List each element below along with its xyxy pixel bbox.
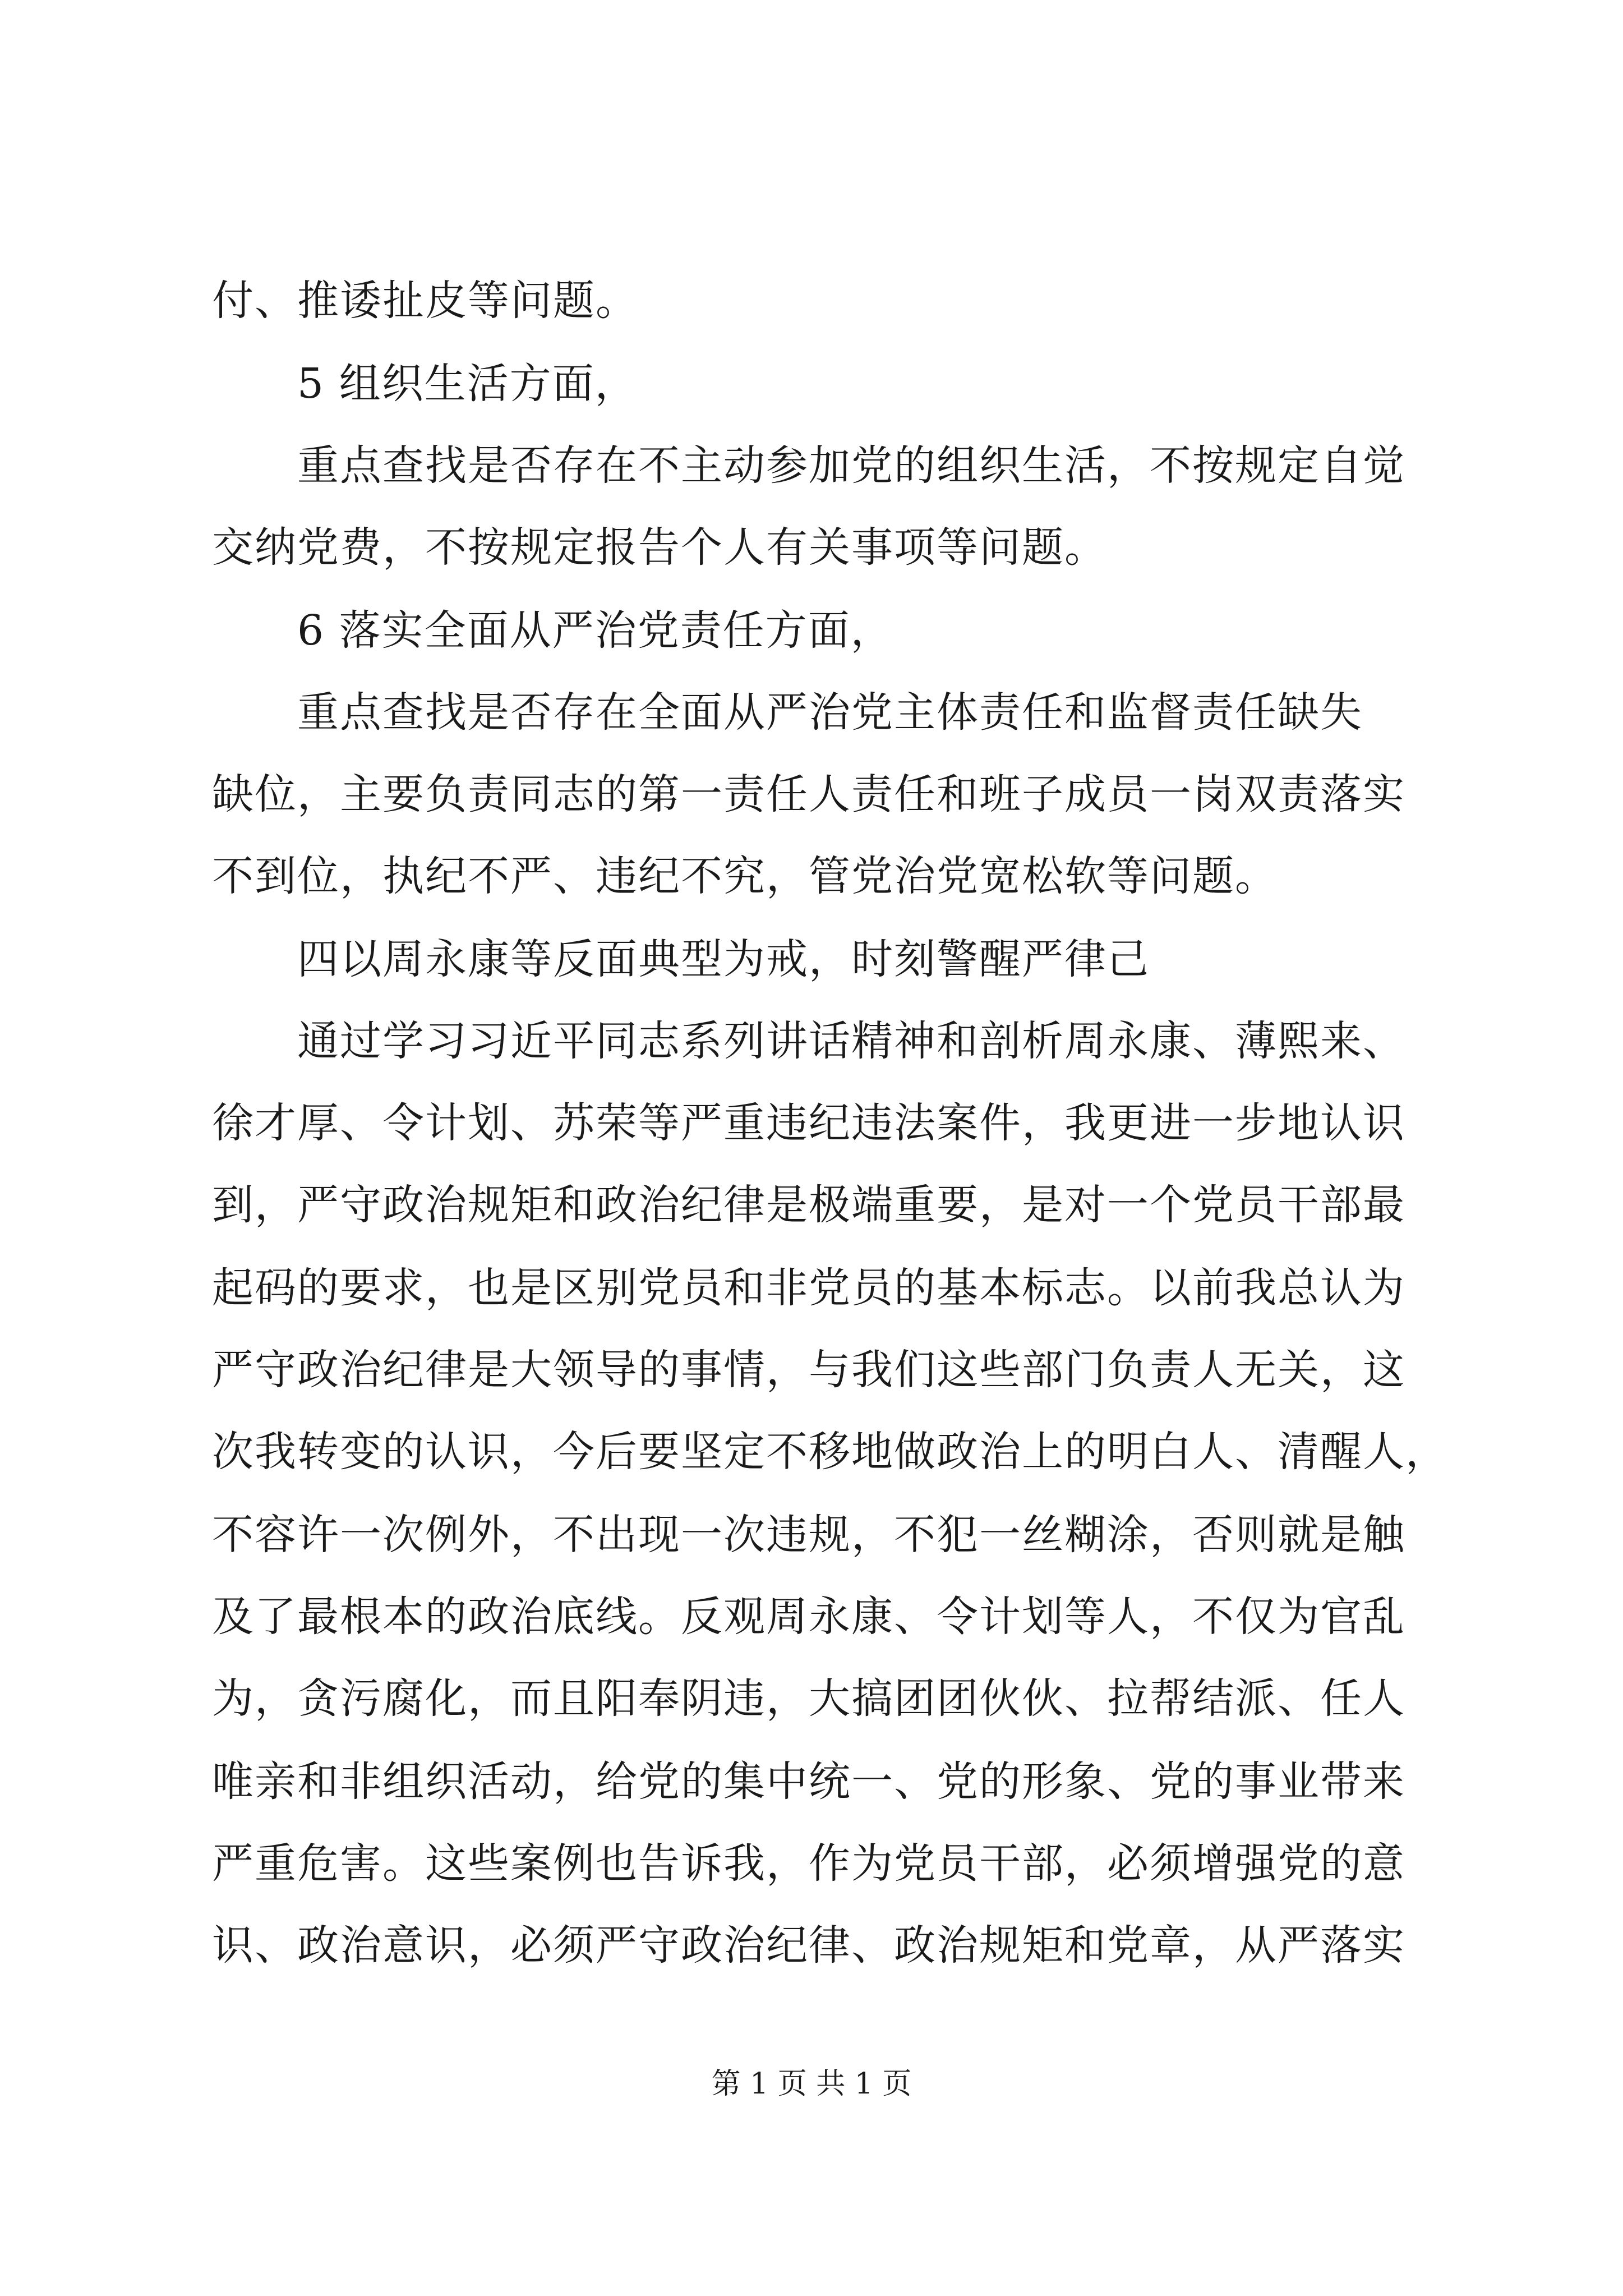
- section-heading: 5 组织生活方面，: [297, 360, 638, 408]
- text-line: 重点查找是否存在全面从严治党主体责任和监督责任缺失: [297, 688, 1363, 737]
- text-line: 次我转变的认识，今后要坚定不移地做政治上的明白人、清醒人，: [212, 1428, 1448, 1476]
- text-line: 及了最根本的政治底线。反观周永康、令计划等人，不仅为官乱: [212, 1593, 1405, 1641]
- text-line: 重点查找是否存在不主动参加党的组织生活，不按规定自觉: [297, 441, 1405, 490]
- text-line: 为，贪污腐化，而且阳奉阴违，大搞团团伙伙、拉帮结派、任人: [212, 1674, 1405, 1723]
- text-line: 到，严守政治规矩和政治纪律是极端重要，是对一个党员干部最: [212, 1181, 1405, 1229]
- text-line: 严重危害。这些案例也告诉我，作为党员干部，必须增强党的意: [212, 1839, 1405, 1888]
- text-line: 不到位，执纪不严、违纪不究，管党治党宽松软等问题。: [212, 852, 1278, 900]
- page-footer: 第 1 页 共 1 页: [711, 2067, 912, 2101]
- text-line: 识、政治意识，必须严守政治纪律、政治规矩和党章，从严落实: [212, 1921, 1405, 1970]
- text-line: 缺位，主要负责同志的第一责任人责任和班子成员一岗双责落实: [212, 770, 1405, 818]
- text-line: 通过学习习近平同志系列讲话精神和剖析周永康、薄熙来、: [297, 1017, 1405, 1065]
- section-heading: 四以周永康等反面典型为戒，时刻警醒严律己: [297, 935, 1150, 983]
- text-line: 付、推诿扯皮等问题。: [212, 277, 638, 325]
- section-heading: 6 落实全面从严治党责任方面，: [297, 606, 893, 655]
- text-line: 唯亲和非组织活动，给党的集中统一、党的形象、党的事业带来: [212, 1757, 1405, 1806]
- text-line: 起码的要求，也是区别党员和非党员的基本标志。以前我总认为: [212, 1264, 1405, 1312]
- text-line: 严守政治纪律是大领导的事情，与我们这些部门负责人无关，这: [212, 1346, 1405, 1394]
- text-line: 交纳党费，不按规定报告个人有关事项等问题。: [212, 523, 1107, 572]
- text-line: 不容许一次例外，不出现一次违规，不犯一丝糊涂，否则就是触: [212, 1511, 1405, 1559]
- text-line: 徐才厚、令计划、苏荣等严重违纪违法案件，我更进一步地认识: [212, 1099, 1405, 1147]
